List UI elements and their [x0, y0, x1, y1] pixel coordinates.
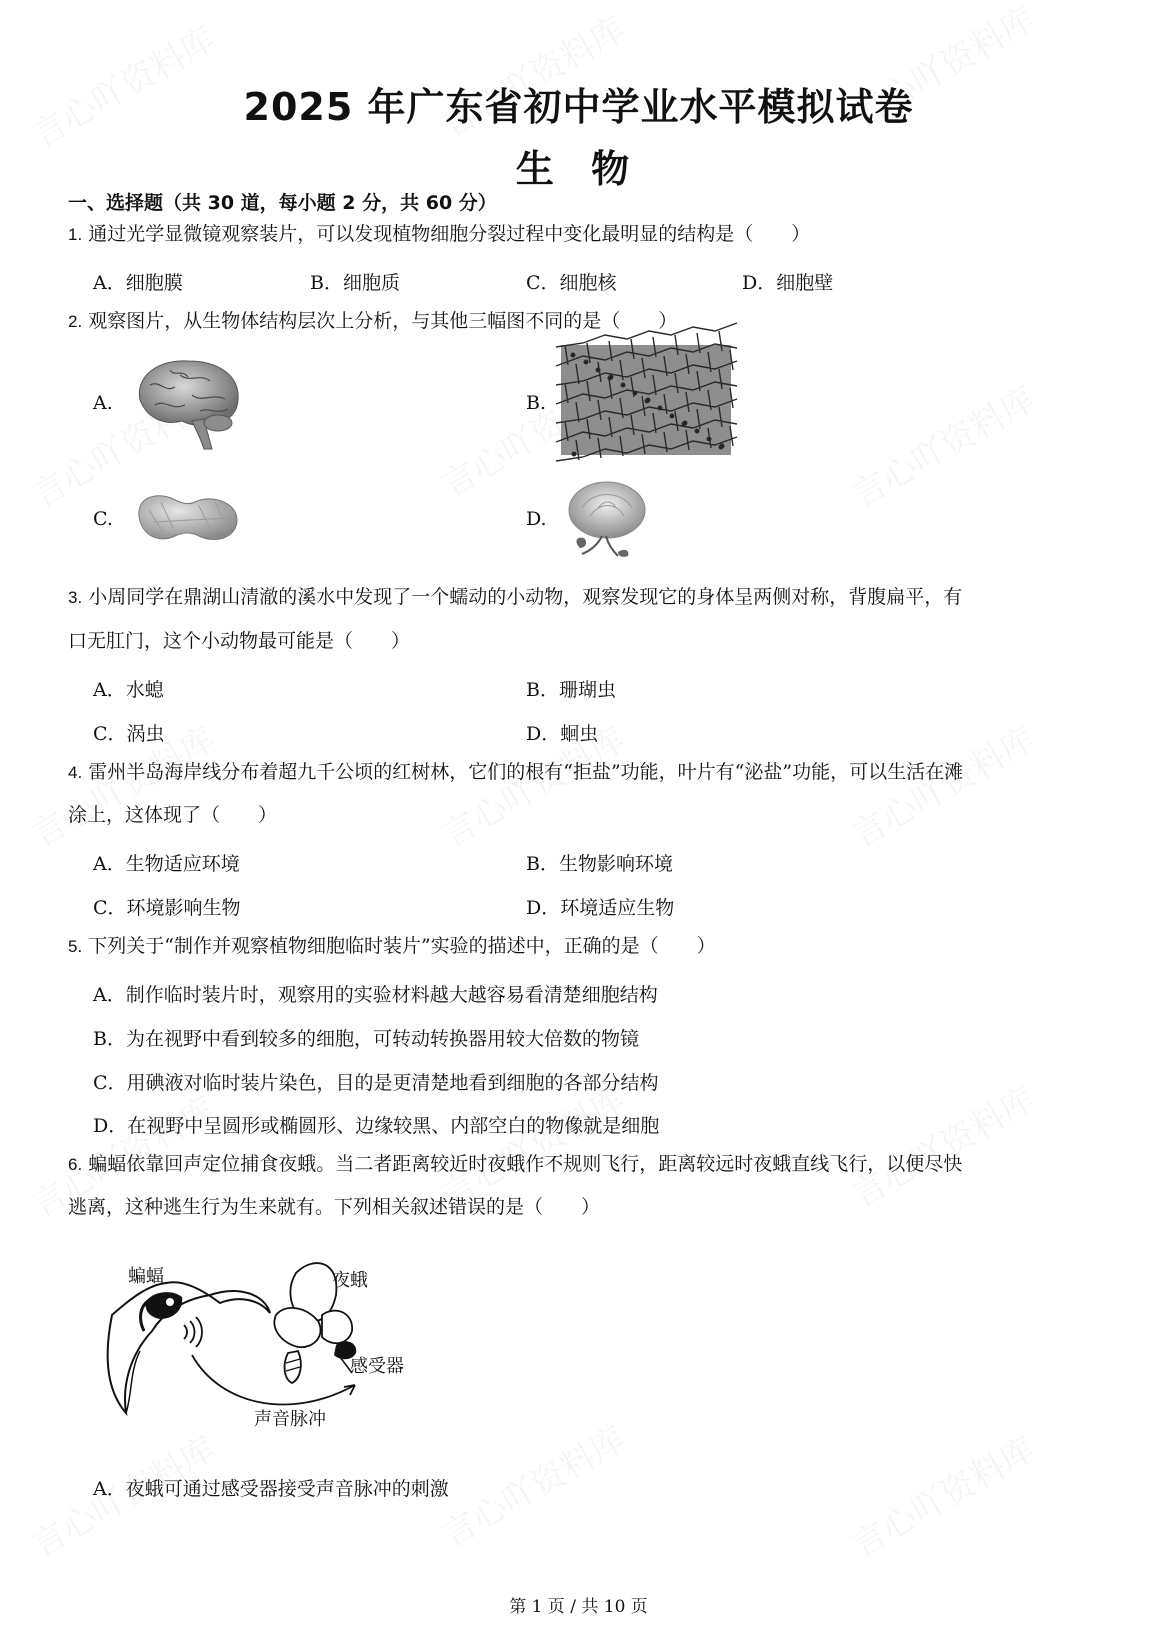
- option-d: D．在视野中呈圆形或椭圆形、边缘较黑、内部空白的物像就是细胞: [93, 1115, 660, 1137]
- option-b: B．珊瑚虫: [526, 679, 616, 701]
- label-moth: 夜蛾: [332, 1270, 368, 1291]
- page-footer: 第 1 页 / 共 10 页: [509, 1597, 648, 1617]
- option-c: C．环境影响生物: [93, 897, 241, 919]
- cell-nucleus: [633, 391, 637, 395]
- question-text-line: [68, 937, 716, 956]
- option-a: A．细胞膜: [93, 272, 183, 294]
- option-d: D．环境适应生物: [526, 897, 675, 919]
- option-c: C．细胞核: [526, 272, 617, 294]
- cell-nucleus: [707, 437, 711, 441]
- option-a: A．生物适应环境: [93, 853, 240, 875]
- watermark-text: [841, 1422, 1042, 1566]
- cell-nucleus: [621, 383, 625, 387]
- option-a: A．夜蛾可通过感受器接受声音脉冲的刺激: [93, 1478, 449, 1500]
- label-sound-pulse: 声音脉冲: [254, 1409, 326, 1430]
- option-b: B.: [526, 392, 547, 414]
- question-stem: 通过光学显微镜观察装片，可以发现植物细胞分裂过程中变化最明显的结构是（ ）: [88, 223, 811, 245]
- cell-nucleus: [609, 375, 613, 379]
- question-text-line: [68, 763, 963, 782]
- label-receptor: 感受器: [350, 1356, 404, 1377]
- option-c: C.: [93, 508, 113, 530]
- option-c: C．用碘液对临时装片染色，目的是更清楚地看到细胞的各部分结构: [93, 1072, 659, 1094]
- question-stem: 下列关于“制作并观察植物细胞临时装片”实验的描述中，正确的是（ ）: [88, 935, 716, 957]
- plant-tissue-image: [561, 345, 731, 455]
- question-stem: 蝙蝠依靠回声定位捕食夜蛾。当二者距离较近时夜蛾作不规则飞行，距离较远时夜蛾直线飞行，以便尽快: [88, 1153, 963, 1175]
- brain-image: [130, 355, 245, 450]
- question-number: 4.: [68, 763, 83, 782]
- question-stem-continued: 涂上，这体现了（ ）: [68, 804, 278, 826]
- peanut-image: [133, 488, 243, 548]
- question-stem-continued: 逃离，这种逃生行为生来就有。下列相关叙述错误的是（ ）: [68, 1196, 601, 1218]
- option-d: D．细胞壁: [742, 272, 834, 294]
- cell-nucleus: [720, 444, 724, 448]
- cell-nucleus: [683, 421, 687, 425]
- question-number: 1.: [68, 225, 83, 244]
- watermark-text: [841, 712, 1042, 856]
- option-c: C．涡虫: [93, 723, 165, 745]
- question-stem: 小周同学在鼎湖山清澈的溪水中发现了一个蠕动的小动物，观察发现它的身体呈两侧对称，背腹扁平，有: [88, 586, 963, 608]
- cell-nucleus: [571, 353, 575, 357]
- exam-title: 2025 年广东省初中学业水平模拟试卷: [243, 85, 914, 129]
- cell-nucleus: [584, 360, 588, 364]
- question-text-line: [68, 1155, 962, 1174]
- cell-nucleus: [596, 368, 600, 372]
- cell-nucleus: [572, 452, 576, 456]
- cell-nucleus: [695, 429, 699, 433]
- watermark-text: [841, 372, 1042, 516]
- label-bat: 蝙蝠: [128, 1266, 164, 1287]
- watermark-text: [431, 1412, 632, 1556]
- option-b: B．细胞质: [310, 272, 400, 294]
- question-text-line: [68, 225, 810, 244]
- option-a: A．制作临时装片时，观察用的实验材料越大越容易看清楚细胞结构: [93, 984, 658, 1006]
- question-number: 3.: [68, 588, 83, 607]
- cell-nucleus: [658, 406, 662, 410]
- question-number: 6.: [68, 1155, 83, 1174]
- option-d: D．蛔虫: [526, 723, 599, 745]
- cell-nucleus: [670, 414, 674, 418]
- question-text-line: [68, 312, 677, 331]
- subject-title: 生 物: [515, 147, 642, 191]
- option-b: B．为在视野中看到较多的细胞，可转动转换器用较大倍数的物镜: [93, 1028, 639, 1050]
- cell-nucleus: [646, 398, 650, 402]
- question-number: 2.: [68, 312, 83, 331]
- question-stem: 雷州半岛海岸线分布着超九千公顷的红树林，它们的根有“拒盐”功能，叶片有“泌盐”功能，可以生活在滩: [88, 761, 964, 783]
- flower-image: [562, 478, 652, 560]
- section-heading: 一、选择题（共 30 道，每小题 2 分，共 60 分）: [68, 192, 497, 214]
- question-stem: 观察图片，从生物体结构层次上分析，与其他三幅图不同的是（ ）: [88, 310, 678, 332]
- option-b: B．生物影响环境: [526, 853, 673, 875]
- question-number: 5.: [68, 937, 83, 956]
- watermark-text: [841, 1072, 1042, 1216]
- option-a: A.: [93, 392, 113, 414]
- option-a: A．水螅: [93, 679, 164, 701]
- question-stem-continued: 口无肛门，这个小动物最可能是（ ）: [68, 630, 411, 652]
- option-d: D.: [526, 508, 547, 530]
- question-text-line: [68, 588, 962, 607]
